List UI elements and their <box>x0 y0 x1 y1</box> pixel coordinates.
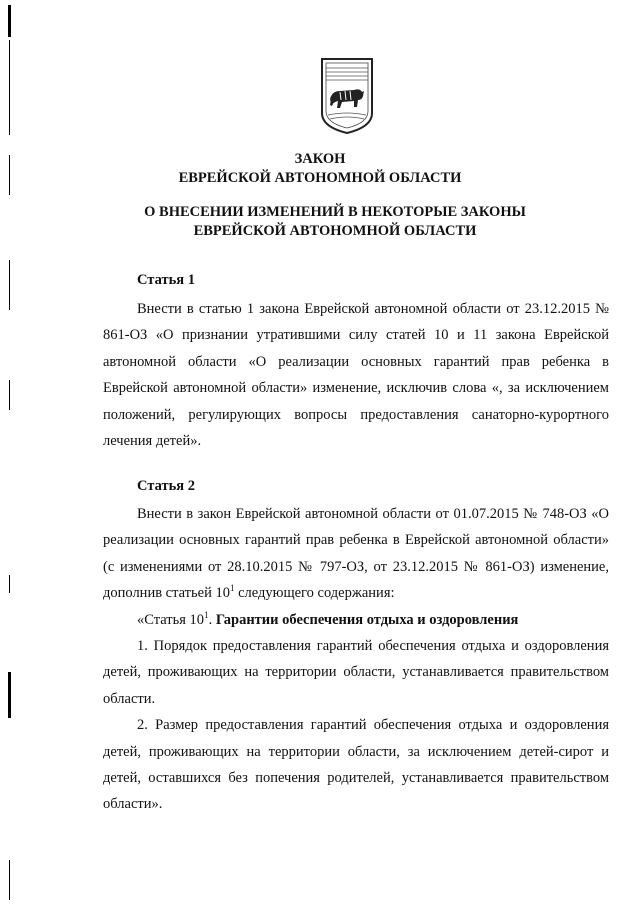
scan-edge-mark <box>9 380 10 410</box>
article2-paragraph <box>103 501 609 607</box>
article2-text-end: следующего содержания: <box>234 585 395 602</box>
coat-of-arms-emblem <box>318 55 376 135</box>
scan-edge-mark <box>9 575 10 593</box>
scan-edge-mark <box>9 860 10 900</box>
law-subject-line1: О ВНЕСЕНИИ ИЗМЕНЕНИЙ В НЕКОТОРЫЕ ЗАКОНЫ <box>144 204 526 220</box>
scan-edge-mark <box>9 40 10 135</box>
law-subject <box>0 203 640 241</box>
scan-edge-mark <box>8 5 11 37</box>
article2-sup: 1 <box>229 583 235 594</box>
article1-heading: Статья 1 <box>137 272 195 288</box>
article1-body <box>103 296 609 454</box>
tiger-figure-icon <box>330 89 364 108</box>
law-title-line1: ЗАКОН <box>294 151 346 167</box>
new-article-item1: 1. Порядок предоставления гарантий обеспечения отдыха и оздоровления детей, проживающих на территории области, устанавливается правительством области. <box>103 638 609 707</box>
scan-edge-mark <box>8 672 11 718</box>
law-title <box>0 150 640 188</box>
new-article-dot: . <box>208 611 216 628</box>
new-article-heading <box>103 607 609 633</box>
article1-paragraph: Внести в статью 1 закона Еврейской автономной области от 23.12.2015 № 861-ОЗ «О признании утратившими силу статей 10 и 11 закона Еврейской автономной области «О реализации основных гарантий прав ребенка в Еврейской автономной области» изменение, исключив слова «, за исключением положений, регулирующих вопросы предоставления санаторно-курортного лечения детей». <box>103 301 609 450</box>
scan-edge-mark <box>9 260 10 310</box>
new-article-title: Гарантии обеспечения отдыха и оздоровления <box>215 611 519 628</box>
new-article-item2: 2. Размер предоставления гарантий обеспечения отдыха и оздоровления детей, проживающих на территории области, за исключением детей-сирот и детей, оставшихся без попечения родителей, устанавливается правительством области». <box>103 717 609 813</box>
article2-heading: Статья 2 <box>137 478 195 494</box>
article2-text: Внести в закон Еврейской автономной области от 01.07.2015 № 748-ОЗ «О реализации основных гарантий прав ребенка в Еврейской автономной области» (с изменениями от 28.10.2015 № 797-ОЗ, от 23.12.2015 № 861-ОЗ) изменение, дополнив статьей 10 <box>103 506 609 602</box>
law-subject-line2: ЕВРЕЙСКОЙ АВТОНОМНОЙ ОБЛАСТИ <box>193 223 477 239</box>
new-article-sup: 1 <box>204 609 209 620</box>
law-title-line2: ЕВРЕЙСКОЙ АВТОНОМНОЙ ОБЛАСТИ <box>178 170 462 186</box>
article2-body <box>103 501 609 818</box>
new-article-prefix: «Статья 10 <box>137 611 205 628</box>
